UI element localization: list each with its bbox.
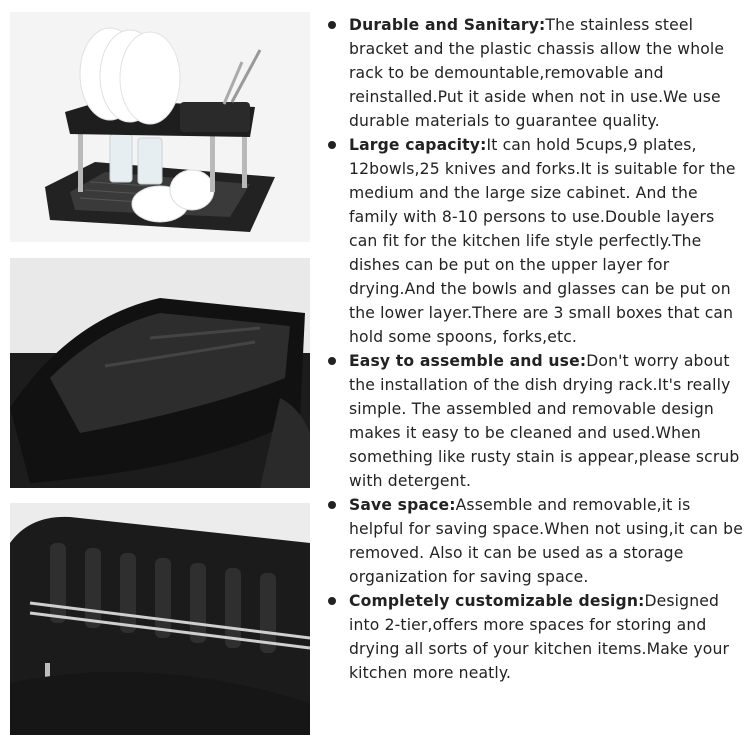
feature-item-durable: [322, 13, 744, 133]
feature-title: Completely customizable design:: [349, 592, 645, 610]
feature-title: Save space:: [349, 496, 456, 514]
feature-item-capacity: [322, 133, 744, 349]
bullet-icon: [328, 141, 336, 149]
dish-rack-illustration: [10, 12, 310, 242]
feature-body: Don't worry about the installation of the dish drying rack.It's really simple. The assembled and removable design makes it easy to be cleaned and used.When something like rusty stain is appear,please scrub with detergent.: [349, 352, 740, 490]
feature-title: Easy to assemble and use:: [349, 352, 587, 370]
bullet-icon: [328, 501, 336, 509]
feature-body: The stainless steel bracket and the plastic chassis allow the whole rack to be demountable,removable and reinstalled.Put it aside when not in use.We use durable materials to guarantee quality.: [349, 16, 725, 130]
plate-rack-illustration: [10, 503, 310, 735]
bullet-icon: [328, 357, 336, 365]
bullet-icon: [328, 597, 336, 605]
feature-item-save-space: [322, 493, 744, 589]
feature-body: Designed into 2-tier,offers more spaces for storing and drying all sorts of your kitchen items.Make your kitchen more neatly.: [349, 592, 730, 682]
feature-title: Durable and Sanitary:: [349, 16, 546, 34]
feature-list: [322, 13, 744, 685]
feature-body: Assemble and removable,it is helpful for saving space.When not using,it can be removed. Also it can be used as a storage organization for saving space.: [349, 496, 743, 586]
feature-body: It can hold 5cups,9 plates, 12bowls,25 knives and forks.It is suitable for the medium and the large size cabinet. And the family with 8-10 persons to use.Double layers can fit for the kitchen life style perfectly.The dishes can be put on the upper layer for drying.And the bowls and glasses can be put on the lower layer.There are 3 small boxes that can hold some spoons, forks,etc.: [349, 136, 736, 346]
product-photo-full-rack: [10, 12, 310, 242]
bullet-icon: [328, 21, 336, 29]
product-photo-utensil-holder: [10, 258, 310, 488]
feature-title: Large capacity:: [349, 136, 487, 154]
utensil-holder-illustration: [10, 258, 310, 488]
feature-item-assemble: [322, 349, 744, 493]
feature-item-customizable: [322, 589, 744, 685]
product-photo-plate-rack: [10, 503, 310, 735]
